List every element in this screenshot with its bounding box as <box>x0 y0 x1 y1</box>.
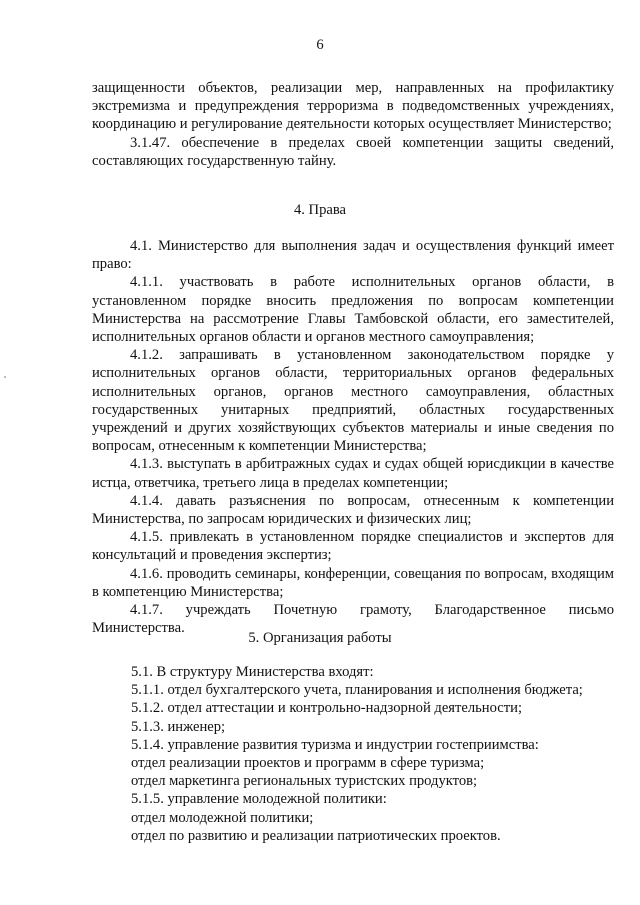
item-4-1-4: 4.1.4. давать разъяснения по вопросам, отнесенным к компетенции Министерства, по запросам юридических и физических лиц; <box>92 492 614 528</box>
section-5-heading: 5. Организация работы <box>248 630 392 646</box>
item-4-1-7: 4.1.7. учреждать Почетную грамоту, Благодарственное письмо Министерства. <box>92 602 614 637</box>
paragraph-continuation <box>92 79 614 170</box>
structure-line: отдел по развитию и реализации патриотических проектов. <box>131 827 501 844</box>
page-number: 6 <box>316 37 324 53</box>
scan-speck <box>4 376 6 378</box>
structure-line: отдел молодежной политики; <box>131 809 314 826</box>
continuation-text: защищенности объектов, реализации мер, направленных на профилактику экстремизма и предупреждения терроризма в подведомственных учреждениях, координацию и регулирование деятельности которых осуществляет Министерство; <box>92 80 614 133</box>
section-4-intro: 4.1. Министерство для выполнения задач и осуществления функций имеет право: <box>92 238 614 273</box>
item-4-1-6: 4.1.6. проводить семинары, конференции, совещания по вопросам, входящим в компетенцию Министерства; <box>92 565 614 600</box>
item-4-1-1: 4.1.1. участвовать в работе исполнительных органов области, в установленном порядке вносить предложения по вопросам компетенции Министерства на рассмотрение Главы Тамбовской области, его заместителей, исполнительных органов области и органов местного самоуправления; <box>92 274 614 346</box>
item-3-1-47: 3.1.47. обеспечение в пределах своей компетенции защиты сведений, составляющих государственную тайну. <box>92 134 614 169</box>
item-4-1-5: 4.1.5. привлекать в установленном порядке специалистов и экспертов для консультаций и проведения экспертиз; <box>92 529 614 564</box>
structure-line: 5.1. В структуру Министерства входят: <box>131 664 374 680</box>
section-4-heading: 4. Права <box>293 202 347 218</box>
structure-line: 5.1.2. отдел аттестации и контрольно-надзорной деятельности; <box>131 700 522 717</box>
section-4-body <box>92 237 614 637</box>
structure-line: 5.1.1. отдел бухгалтерского учета, планирования и исполнения бюджета; <box>131 682 583 699</box>
structure-line: отдел реализации проектов и программ в сфере туризма; <box>131 754 485 771</box>
item-4-1-2: 4.1.2. запрашивать в установленном законодательством порядке у исполнительных органов области, территориальных органов федеральных исполнительных органов, органов местного самоуправления, областных государственных унитарных предприятий, областных государственных учреждений и других хозяйствующих субъектов материалы и иные сведения по вопросам, отнесенным к компетенции Министерства; <box>92 347 614 455</box>
structure-line: отдел маркетинга региональных туристских продуктов; <box>131 773 478 790</box>
section-5-list <box>131 663 614 845</box>
item-4-1-3: 4.1.3. выступать в арбитражных судах и судах общей юрисдикции в качестве истца, ответчика, третьего лица в пределах компетенции; <box>92 456 614 491</box>
structure-line: 5.1.5. управление молодежной политики: <box>131 791 387 808</box>
structure-line: 5.1.4. управление развития туризма и индустрии гостеприимства: <box>131 736 539 753</box>
structure-line: 5.1.3. инженер; <box>131 718 226 735</box>
